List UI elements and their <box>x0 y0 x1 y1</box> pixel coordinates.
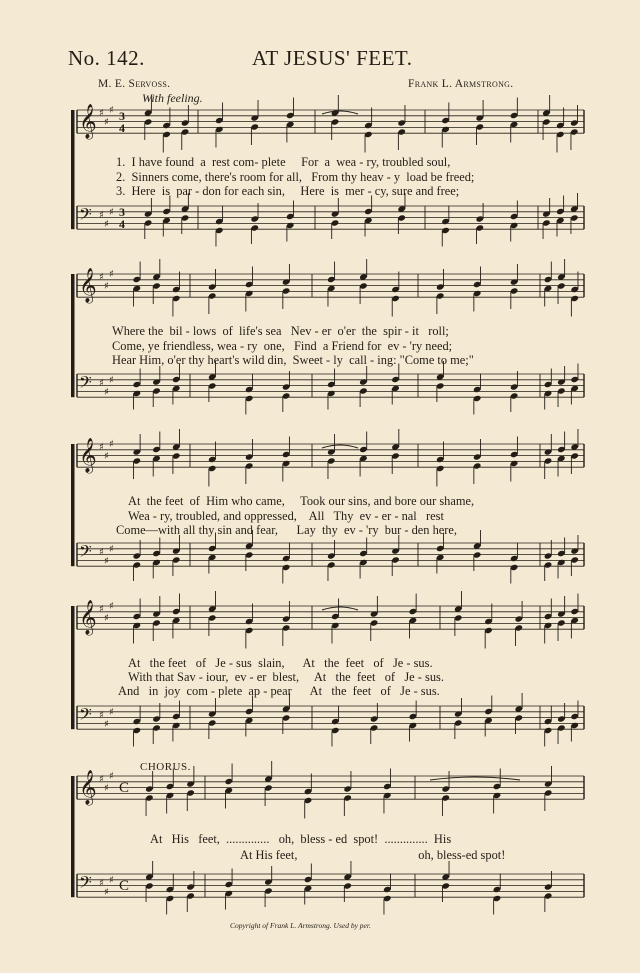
bass-clef-icon: 𝄢 <box>79 372 92 396</box>
treble-clef-icon: 𝄞 <box>79 268 97 303</box>
sharp-icon: ♯ <box>109 207 114 218</box>
sharp-icon: ♯ <box>109 375 114 386</box>
tempo-marking: With feeling. <box>142 91 203 105</box>
slur <box>322 607 358 610</box>
sharp-icon: ♯ <box>109 875 114 886</box>
slur <box>322 445 358 448</box>
sharp-icon: ♯ <box>99 378 104 389</box>
system-brace <box>71 274 75 397</box>
sharp-icon: ♯ <box>109 544 114 555</box>
sharp-icon: ♯ <box>104 556 109 567</box>
sharp-icon: ♯ <box>109 771 114 782</box>
sharp-icon: ♯ <box>109 269 114 280</box>
composer-credit: Frank L. Armstrong. <box>408 78 514 90</box>
time-signature-bottom: 4 <box>119 121 125 135</box>
time-signature-top: 3 <box>119 205 125 219</box>
lyric-verse-3-line-1: 3. Here is par - don for each sin, Here is mer - cy, sure and free; <box>116 184 460 198</box>
sharp-icon: ♯ <box>99 108 104 119</box>
bass-clef-icon: 𝄢 <box>79 872 92 896</box>
sharp-icon: ♯ <box>99 442 104 453</box>
chorus-lyric-lower: At His feet, oh, bless-ed spot! <box>240 848 506 862</box>
sharp-icon: ♯ <box>104 613 109 624</box>
sharp-icon: ♯ <box>109 439 114 450</box>
sharp-icon: ♯ <box>109 105 114 116</box>
sharp-icon: ♯ <box>104 117 109 128</box>
sharp-icon: ♯ <box>99 272 104 283</box>
lyric-verse-1-line-3: At the feet of Him who came, Took our sins, and bore our shame, <box>128 494 475 508</box>
hymn-number: No. 142. <box>68 46 145 70</box>
time-signature-top: 3 <box>119 109 125 123</box>
treble-clef-icon: 𝄞 <box>79 770 97 805</box>
treble-clef-icon: 𝄞 <box>79 600 97 635</box>
lyric-verse-1-line-1: 1. I have found a rest com- plete For a wea - ry, troubled soul, <box>116 155 451 169</box>
lyric-verse-1-line-4: At the feet of Je - sus slain, At the feet of Je - sus. <box>128 656 433 670</box>
lyric-verse-2-line-4: With that Sav - iour, ev - er blest, At the feet of Je - sus. <box>128 670 444 684</box>
bass-clef-icon: 𝄢 <box>79 541 92 565</box>
lyric-verse-3-line-2: Hear Him, o'er thy heart's wild din, Sweet - ly call - ing: "Come to me;" <box>112 353 474 367</box>
sharp-icon: ♯ <box>99 210 104 221</box>
system-brace <box>71 110 75 229</box>
sharp-icon: ♯ <box>109 601 114 612</box>
lyric-verse-2-line-1: 2. Sinners come, there's room for all, From thy heav - y load be freed; <box>116 170 475 184</box>
slur <box>430 777 520 780</box>
author-credit: M. E. Servoss. <box>98 78 171 90</box>
sharp-icon: ♯ <box>99 878 104 889</box>
treble-clef-icon: 𝄞 <box>79 104 97 139</box>
sharp-icon: ♯ <box>99 774 104 785</box>
sharp-icon: ♯ <box>109 707 114 718</box>
sharp-icon: ♯ <box>99 604 104 615</box>
treble-clef-icon: 𝄞 <box>79 438 97 473</box>
sharp-icon: ♯ <box>104 387 109 398</box>
chorus-lyric-upper: At His feet, .............. oh, bless - ed spot! .............. His <box>150 832 452 846</box>
lyric-verse-2-line-2: Come, ye friendless, wea - ry one, Find a Friend for ev - 'ry need; <box>112 339 453 353</box>
system-brace <box>71 606 75 729</box>
lyric-verse-3-line-3: Come—with all thy sin and fear, Lay thy ev - 'ry bur - den here, <box>116 523 458 537</box>
system-brace <box>71 776 75 897</box>
sharp-icon: ♯ <box>104 887 109 898</box>
sharp-icon: ♯ <box>99 710 104 721</box>
sharp-icon: ♯ <box>104 451 109 462</box>
common-time-icon: C <box>119 780 130 796</box>
sharp-icon: ♯ <box>99 547 104 558</box>
lyric-verse-3-line-4: And in joy com - plete ap - pear At the feet of Je - sus. <box>118 684 440 698</box>
sharp-icon: ♯ <box>104 219 109 230</box>
copyright-footer: Copyright of Frank L. Armstrong. Used by per. <box>230 921 371 930</box>
sharp-icon: ♯ <box>104 783 109 794</box>
sharp-icon: ♯ <box>104 719 109 730</box>
chorus-label: CHORUS. <box>140 761 191 773</box>
common-time-icon: C <box>119 878 130 894</box>
hymn-title: AT JESUS' FEET. <box>252 46 413 70</box>
lyric-verse-1-line-2: Where the bil - lows of life's sea Nev - er o'er the spir - it roll; <box>112 324 449 338</box>
bass-clef-icon: 𝄢 <box>79 204 92 228</box>
sharp-icon: ♯ <box>104 281 109 292</box>
lyric-verse-2-line-3: Wea - ry, troubled, and oppressed, All Thy ev - er - nal rest <box>128 509 444 523</box>
time-signature-bottom: 4 <box>119 217 125 231</box>
system-brace <box>71 444 75 566</box>
bass-clef-icon: 𝄢 <box>79 704 92 728</box>
slur <box>322 111 358 114</box>
